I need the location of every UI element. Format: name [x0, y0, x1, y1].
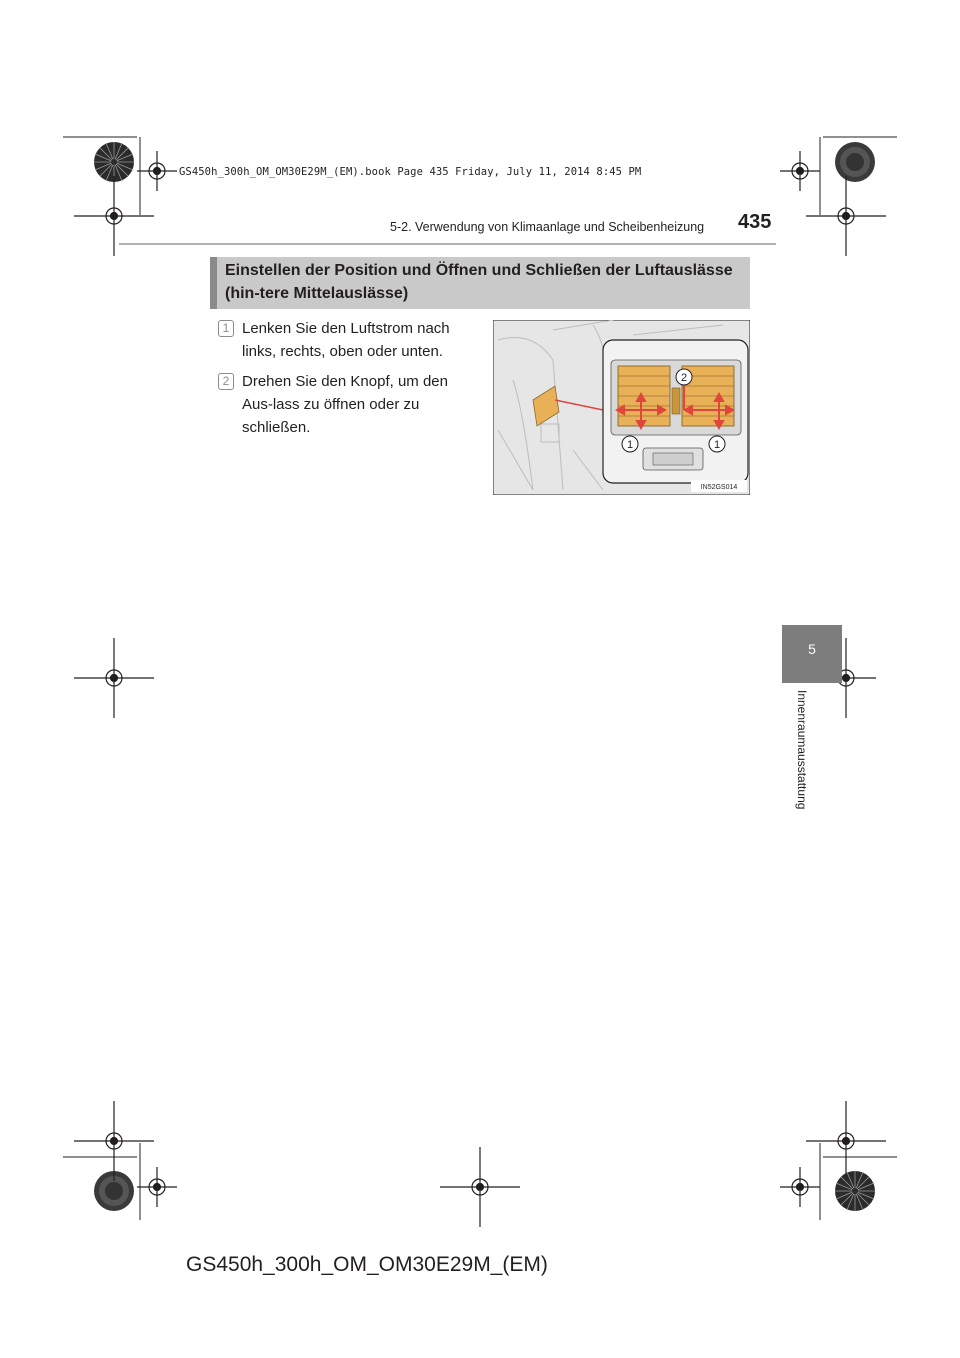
rear-vent-illustration: [493, 320, 750, 495]
section-header: 5-2. Verwendung von Klimaanlage und Scheibenheizung: [390, 220, 705, 234]
step-number-2: 2: [218, 373, 234, 390]
callout-2: 2: [680, 372, 688, 384]
header-rule: [119, 243, 776, 245]
callout-1-right: 1: [713, 439, 721, 451]
chapter-label-container: [793, 690, 813, 830]
chapter-tab: [782, 625, 842, 683]
section-title-box: [210, 257, 750, 309]
callout-1-left: 1: [626, 439, 634, 451]
chapter-label: Innenraumausstattung: [795, 690, 809, 810]
footer-code: GS450h_300h_OM_OM30E29M_(EM): [186, 1253, 548, 1276]
title-accent-bar: [210, 257, 217, 309]
chapter-number: 5: [808, 641, 816, 657]
section-title: Einstellen der Position und Öffnen und Schließen der Luftauslässe (hin-tere Mittelauslässe): [225, 262, 733, 302]
figure-code: IN52GS014: [700, 484, 738, 491]
step-text-1: Lenken Sie den Luftstrom nach links, rechts, oben oder unten.: [242, 320, 450, 360]
step-number-1: 1: [218, 320, 234, 337]
step-text-2: Drehen Sie den Knopf, um den Aus-lass zu öffnen oder zu schließen.: [242, 373, 448, 436]
page-number: 435: [738, 211, 772, 233]
print-info-line: GS450h_300h_OM_OM30E29M_(EM).book Page 435 Friday, July 11, 2014 8:45 PM: [179, 166, 642, 178]
